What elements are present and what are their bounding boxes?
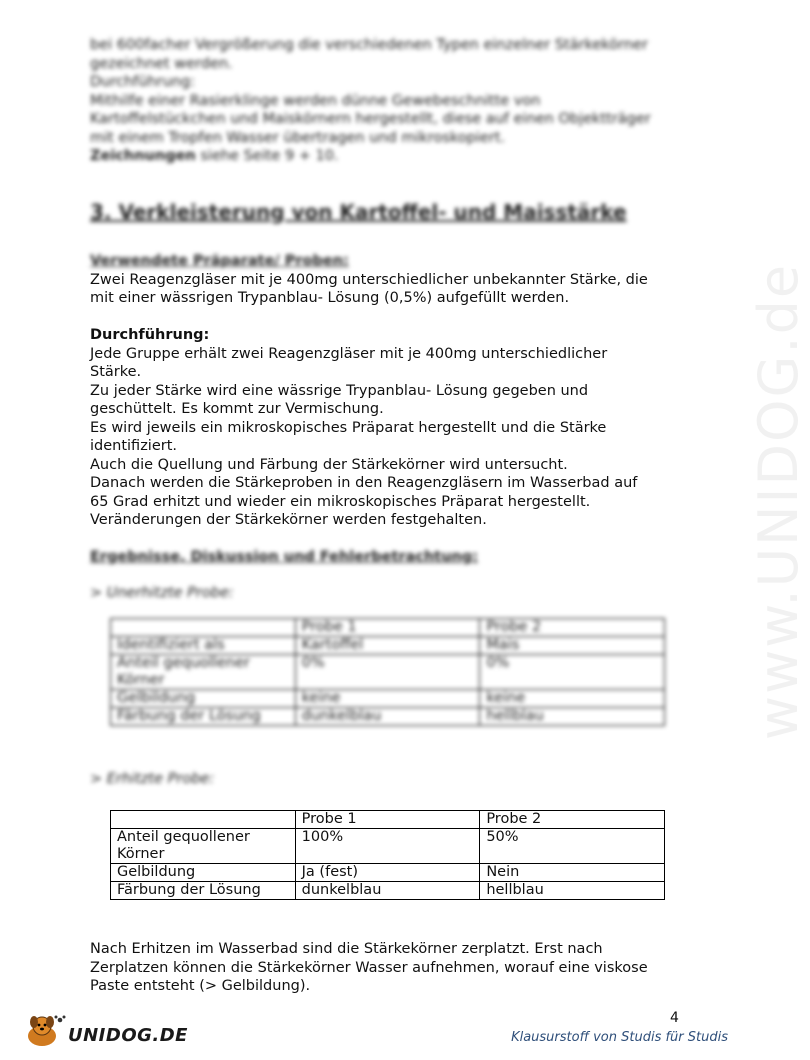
table-cell: Kartoffel <box>295 637 480 655</box>
page-number: 4 <box>670 1010 679 1026</box>
section-title: 3. Verkleisterung von Kartoffel- und Maisstärke <box>90 200 627 224</box>
procedure-line: identifiziert. <box>90 438 178 454</box>
intro-line: Kartoffelstückchen und Maiskörnern hergestellt, diese auf einen Objektträger <box>90 111 651 127</box>
table-cell: Probe 1 <box>295 811 480 829</box>
table-cell: Färbung der Lösung <box>111 882 296 900</box>
table-cell <box>111 619 296 637</box>
heated-table <box>110 810 665 900</box>
table-row <box>111 882 665 900</box>
materials-heading: Verwendete Präparate/ Proben: <box>90 253 349 269</box>
table-cell: Probe 1 <box>295 619 480 637</box>
table-cell: Probe 2 <box>480 619 665 637</box>
dog-mascot-icon <box>22 1014 66 1048</box>
table-header-row <box>111 619 665 637</box>
table-row <box>111 655 665 690</box>
procedure-line: Danach werden die Stärkeproben in den Reagenzgläsern im Wasserbad auf <box>90 475 638 491</box>
conclusion-line: Zerplatzen können die Stärkekörner Wasser aufnehmen, worauf eine viskose <box>90 959 648 976</box>
table-row <box>111 637 665 655</box>
procedure-line: Veränderungen der Stärkekörner werden festgehalten. <box>90 512 487 528</box>
table-cell: keine <box>295 690 480 708</box>
intro-line: mit einem Tropfen Wasser übertragen und mikroskopiert. <box>90 129 506 146</box>
results-heading: Ergebnisse, Diskussion und Fehlerbetrachtung: <box>90 549 479 565</box>
procedure-line: Zu jeder Stärke wird eine wässrige Trypanblau- Lösung gegeben und <box>90 382 589 399</box>
materials-block <box>90 252 690 308</box>
table-cell <box>111 811 296 829</box>
table-cell: dunkelblau <box>295 882 480 900</box>
table-cell: Nein <box>480 864 665 882</box>
table-cell: Identifiziert als <box>111 637 296 655</box>
intro-paragraph <box>90 36 690 166</box>
table-cell: Färbung der Lösung <box>111 708 296 726</box>
table-cell: Gelbildung <box>111 864 296 882</box>
logo-text: UNIDOG.DE <box>68 1025 188 1046</box>
procedure-line: Jede Gruppe erhält zwei Reagenzgläser mit je 400mg unterschiedlicher <box>90 345 608 362</box>
drawings-line <box>90 147 690 166</box>
unidog-logo[interactable] <box>22 1014 188 1048</box>
table-cell: dunkelblau <box>295 708 480 726</box>
procedure-line: Stärke. <box>90 364 142 380</box>
table-row <box>111 690 665 708</box>
table-cell: hellblau <box>480 708 665 726</box>
conclusion-line: Nach Erhitzen im Wasserbad sind die Stärkekörner zerplatzt. Erst nach <box>90 941 603 957</box>
table-cell: Mais <box>480 637 665 655</box>
table-header-row <box>111 811 665 829</box>
intro-line: Mithilfe einer Rasierklinge werden dünne Gewebeschnitte von <box>90 92 541 109</box>
table-row <box>111 708 665 726</box>
table-cell: 100% <box>295 829 480 864</box>
procedure-heading: Durchführung: <box>90 327 210 343</box>
procedure-line: 65 Grad erhitzt und wieder ein mikroskopisches Präparat hergestellt. <box>90 493 591 510</box>
procedure-line: Es wird jeweils ein mikroskopisches Präparat hergestellt und die Stärke <box>90 419 607 436</box>
table-cell: Gelbildung <box>111 690 296 708</box>
drawings-text: siehe Seite 9 + 10. <box>195 148 339 164</box>
table-cell: hellblau <box>480 882 665 900</box>
table-cell: keine <box>480 690 665 708</box>
procedure-line: geschüttelt. Es kommt zur Vermischung. <box>90 401 384 417</box>
procedure-block <box>90 326 690 530</box>
drawings-label: Zeichnungen <box>90 148 196 164</box>
materials-line: Zwei Reagenzgläser mit je 400mg unterschiedlicher unbekannter Stärke, die <box>90 271 648 288</box>
procedure-line: Auch die Quellung und Färbung der Stärkekörner wird untersucht. <box>90 456 568 473</box>
conclusion-line: Paste entsteht (> Gelbildung). <box>90 978 311 994</box>
intro-line: bei 600facher Vergrößerung die verschiedenen Typen einzelner Stärkekörner <box>90 37 648 53</box>
table-cell: Anteil gequollener Körner <box>111 655 296 690</box>
table-cell: Probe 2 <box>480 811 665 829</box>
table-cell: 0% <box>295 655 480 690</box>
table-cell: 50% <box>480 829 665 864</box>
table-row <box>111 864 665 882</box>
watermark: www.UNIDOG.de <box>747 262 810 741</box>
table-cell: 0% <box>480 655 665 690</box>
heated-label: > Erhitzte Probe: <box>90 771 215 787</box>
table-cell: Ja (fest) <box>295 864 480 882</box>
table-row <box>111 829 665 864</box>
unheated-table <box>110 618 665 726</box>
intro-line: gezeichnet werden. <box>90 55 233 72</box>
intro-line: Durchführung: <box>90 74 196 90</box>
footer-tagline: Klausurstoff von Studis für Studis <box>511 1030 728 1045</box>
materials-line: mit einer wässrigen Trypanblau- Lösung (0,5%) aufgefüllt werden. <box>90 290 570 306</box>
unheated-label: > Unerhitzte Probe: <box>90 585 234 601</box>
table-cell: Anteil gequollener Körner <box>111 829 296 864</box>
conclusion-paragraph <box>90 940 690 996</box>
